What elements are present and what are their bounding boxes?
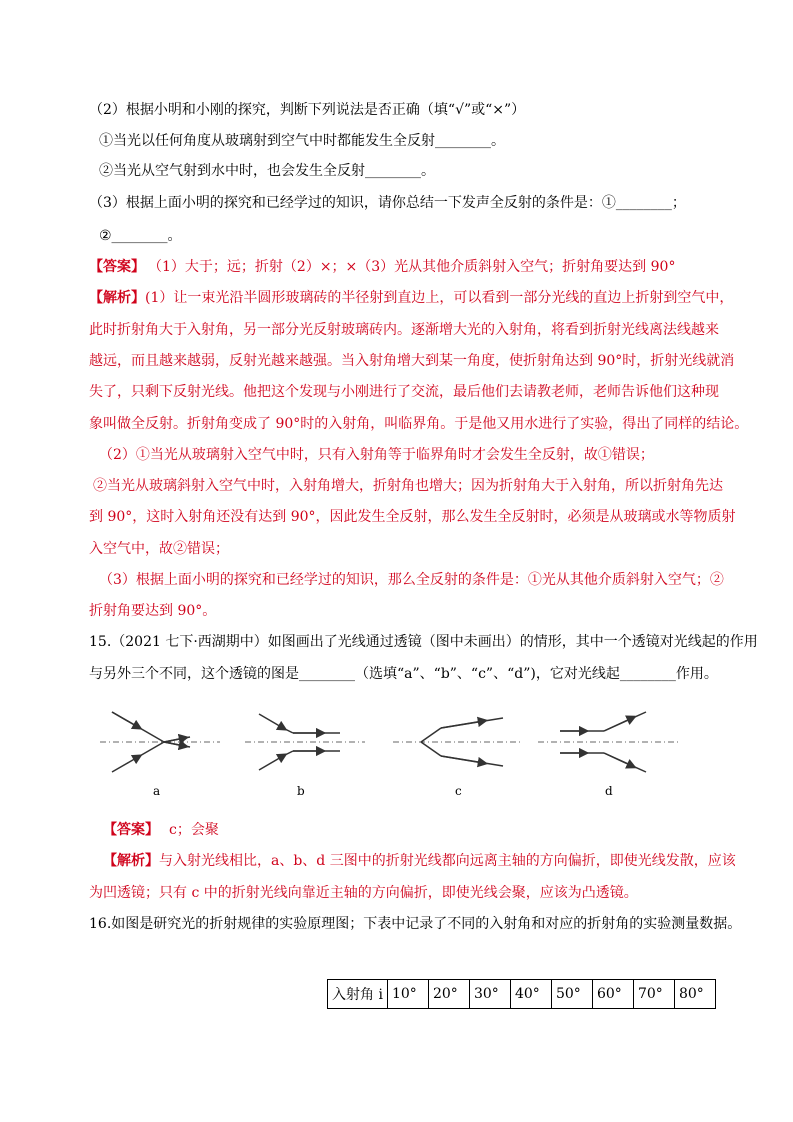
q14-analysis-line-2: 此时折射角大于入射角，另一部分光反射玻璃砖内。逐渐增大光的入射角，将看到折射光线离法线越来 [89, 322, 719, 338]
q15-analysis-line-1 [103, 851, 736, 871]
q14-analysis-line-4: 失了，只剩下反射光线。他把这个发现与小刚进行了交流，最后他们去请教老师，老师告诉他们这种现 [89, 384, 719, 400]
table-cell: 10° [387, 980, 428, 1009]
lens-figure-b [245, 700, 365, 792]
analysis-tag: 【解析】 [103, 853, 159, 869]
q14-analysis-line-3: 越远，而且越来越弱，反射光越来越强。当入射角增大到某一角度，使折射角达到 90°时，折射光线就消 [89, 353, 735, 369]
table-cell: 60° [592, 980, 633, 1009]
q15-answer [103, 820, 219, 840]
answer-tag: 【答案】 [89, 259, 145, 275]
lens-figure-d [538, 700, 678, 792]
figure-label-d: d [605, 784, 613, 798]
lens-figure-a [100, 700, 220, 792]
q14-analysis-line-7: ②当光从玻璃斜射入空气中时，入射角增大，折射角也增大；因为折射角大于入射角，所以折射角先达 [93, 478, 723, 494]
answer-text: c；会聚 [169, 822, 219, 838]
answer-text: （1）大于；远；折射（2）×；×（3）光从其他介质斜射入空气；折射角要达到 90° [155, 259, 676, 275]
q14-part3-line2: ②________。 [99, 228, 182, 244]
q15-stem-line2: 与另外三个不同，这个透镜的图是________（选填“a”、“b”、“c”、“d”)，它对光线起________作用。 [89, 666, 718, 682]
q15-analysis-line-2: 为凹透镜；只有 c 中的折射光线向靠近主轴的方向偏折，即使光线会聚，应该为凸透镜。 [89, 885, 638, 901]
q14-part2-intro: （2）根据小明和小刚的探究，判断下列说法是否正确（填“√”或“×”） [89, 102, 526, 118]
table-cell: 50° [551, 980, 592, 1009]
table-cell: 70° [633, 980, 674, 1009]
refraction-data-table [327, 979, 716, 1009]
lens-figure-c [393, 700, 523, 792]
table-cell: 20° [428, 980, 469, 1009]
q14-analysis-line-11: 折射角要达到 90°。 [89, 603, 217, 619]
figure-label-c: c [455, 784, 462, 798]
figure-label-a: a [153, 784, 161, 798]
answer-tag: 【答案】 [103, 822, 159, 838]
analysis-tag: 【解析】 [89, 290, 145, 306]
table-cell: 40° [510, 980, 551, 1009]
q14-answer [89, 257, 675, 277]
analysis-text: 与入射光线相比，a、b、d 三图中的折射光线都向远离主轴的方向偏折，即使光线发散，应该 [159, 853, 736, 869]
q14-analysis-line-6: （2）①当光从玻璃射入空气中时，只有入射角等于临界角时才会发生全反射，故①错误； [99, 447, 654, 463]
figure-label-b: b [297, 784, 305, 798]
analysis-text: (1）让一束光沿半圆形玻璃砖的半径射到直边上，可以看到一部分光线的直边上折射到空气中， [145, 290, 734, 306]
table-row [328, 980, 716, 1009]
q14-analysis-line-5: 象叫做全反射。折射角变成了 90°时的入射角，叫临界角。于是他又用水进行了实验，得出了同样的结论。 [89, 416, 749, 432]
q14-part2-item2: ②当光从空气射到水中时，也会发生全反射________。 [99, 163, 435, 179]
q14-analysis-line-8: 到 90°，这时入射角还没有达到 90°，因此发生全反射，那么发生全反射时，必须是从玻璃或水等物质射 [89, 509, 736, 525]
q14-part3-line1: （3）根据上面小明的探究和已经学过的知识，请你总结一下发声全反射的条件是：①________； [89, 195, 686, 211]
table-header-incidence-angle: 入射角 i [328, 980, 388, 1009]
table-cell: 30° [469, 980, 510, 1009]
q15-stem-line1: 15.（2021 七下·西湖期中）如图画出了光线通过透镜（图中未画出）的情形，其中一个透镜对光线起的作用 [89, 634, 758, 650]
q14-part2-item1: ①当光以任何角度从玻璃射到空气中时都能发生全反射________。 [99, 133, 505, 149]
table-cell: 80° [674, 980, 715, 1009]
q14-analysis-line-10: （3）根据上面小明的探究和已经学过的知识，那么全反射的条件是：①光从其他介质斜射入空气；② [99, 572, 724, 588]
q14-analysis-line-9: 入空气中，故②错误； [89, 541, 229, 557]
q14-analysis-line-1 [89, 288, 733, 308]
q16-stem: 16.如图是研究光的折射规律的实验原理图；下表中记录了不同的入射角和对应的折射角的实验测量数据。 [89, 916, 742, 932]
